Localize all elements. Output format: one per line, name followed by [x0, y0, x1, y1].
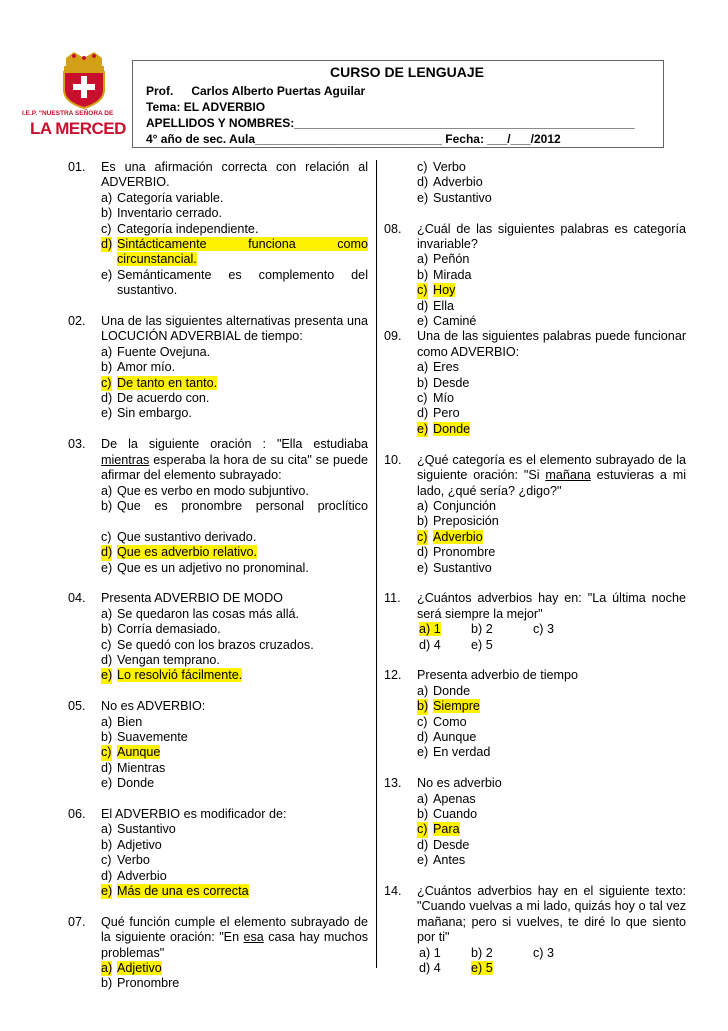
option-letter: e)	[101, 776, 113, 791]
option-a: a) 1	[419, 945, 441, 960]
option-d	[417, 175, 686, 190]
question-number: 14.	[384, 884, 402, 898]
option-text: Como	[433, 714, 467, 729]
right-column	[384, 160, 686, 976]
question-line: vez mañana; pero si vuelves, te diré lo que	[417, 899, 687, 929]
option-d	[101, 653, 368, 668]
question-line: una LOCUCIÓN ADVERBIAL de tiempo:	[101, 314, 369, 344]
option-a-answer	[101, 961, 368, 976]
option-letter: c)	[101, 375, 112, 390]
option-d: d) 4	[419, 637, 441, 652]
option-letter: d)	[417, 406, 429, 421]
option-text: Que es un adjetivo no pronominal.	[117, 560, 309, 575]
question-line: Qué función cumple el elemento subrayado de	[101, 914, 368, 929]
option-text: Donde	[433, 421, 471, 436]
option-a-answer: a) 1	[419, 622, 441, 637]
underlined-word: mañana	[545, 468, 591, 483]
option-letter: e)	[417, 560, 429, 575]
question-11	[384, 591, 686, 653]
question-line: la siguiente oración: "Si	[417, 452, 686, 483]
option-text: Amor mío.	[117, 360, 176, 375]
option-d-answer	[101, 545, 368, 560]
option-letter: c)	[101, 221, 112, 236]
question-line: ¿Cuántos adverbios hay en: "La última noche	[417, 591, 686, 606]
option-text: Donde	[117, 776, 155, 791]
option-text: Sustantivo	[117, 822, 176, 837]
option-letter: a)	[101, 190, 113, 205]
option-text: Que sustantivo derivado.	[117, 529, 257, 544]
question-line: Una de las siguientes alternativas presenta	[101, 314, 344, 329]
question-05	[68, 699, 368, 791]
question-text	[417, 329, 686, 360]
option-letter: e)	[417, 745, 429, 760]
option-text: Vengan temprano.	[117, 652, 220, 667]
option-letter: b)	[101, 498, 113, 513]
option-c-answer	[417, 530, 686, 545]
option-letter: c)	[417, 529, 428, 544]
option-c: c) 3	[533, 622, 554, 637]
option-letter: b)	[417, 806, 429, 821]
option-b	[417, 376, 686, 391]
option-letter: a)	[417, 498, 429, 513]
option-text: Sintácticamente funciona como circunstancial.	[117, 237, 368, 267]
option-a	[417, 499, 686, 514]
question-text: El ADVERBIO es modificador de:	[101, 806, 287, 821]
option-text: Pero	[433, 406, 460, 421]
option-text: Antes	[433, 853, 466, 868]
option-letter: d)	[417, 729, 429, 744]
question-number: 08.	[384, 221, 402, 236]
option-a	[101, 822, 368, 837]
question-03	[68, 437, 368, 576]
option-text: Suavemente	[117, 729, 188, 744]
option-a	[417, 792, 686, 807]
option-text: Sustantivo	[433, 560, 492, 575]
option-d	[417, 406, 686, 421]
option-b	[417, 514, 686, 529]
option-b	[101, 976, 368, 991]
option-letter: d)	[101, 652, 113, 667]
option-e	[101, 561, 368, 576]
question-line: ADVERBIO.	[101, 175, 170, 190]
question-text	[101, 314, 368, 345]
option-d	[101, 391, 368, 406]
option-c	[101, 530, 368, 545]
option-text: Bien	[117, 714, 143, 729]
option-text: Caminé	[433, 314, 477, 329]
question-text	[101, 915, 368, 961]
option-d	[101, 869, 368, 884]
option-text: Adjetivo	[117, 961, 162, 976]
question-line: "Cuando vuelvas a mi lado, quizás hoy o tal	[417, 899, 663, 914]
option-c	[417, 391, 686, 406]
option-letter: e)	[101, 560, 113, 575]
question-line: ¿Cuántos adverbios hay en el siguiente texto:	[417, 884, 686, 898]
option-b	[101, 499, 368, 514]
option-text: Desde	[433, 375, 470, 390]
option-text: Conjunción	[433, 498, 497, 513]
question-line: funcionar como ADVERBIO:	[417, 329, 687, 359]
option-a	[417, 360, 686, 375]
option-c-answer	[417, 822, 686, 837]
option-letter: a)	[101, 483, 113, 498]
option-letter: a)	[101, 822, 113, 837]
option-b	[101, 360, 368, 375]
underlined-word: mientras	[101, 452, 150, 467]
option-text: Aunque	[433, 729, 477, 744]
option-d	[417, 730, 686, 745]
option-text: Categoría variable.	[117, 190, 224, 205]
option-e-answer: e) 5	[471, 961, 493, 976]
option-letter: c)	[417, 283, 428, 298]
option-e	[101, 406, 368, 421]
option-e	[101, 268, 368, 299]
option-a	[101, 607, 368, 622]
question-12	[384, 668, 686, 760]
option-letter: b)	[101, 622, 113, 637]
question-line: puede afirmar del elemento subrayado:	[101, 452, 368, 483]
question-09	[384, 329, 686, 437]
question-line: será siempre la mejor"	[417, 606, 543, 621]
prof-label: Prof.	[146, 84, 174, 98]
question-number: 06.	[68, 806, 86, 821]
option-text: Hoy	[433, 283, 456, 298]
option-text: Adverbio	[433, 175, 483, 190]
option-text: Mío	[433, 391, 454, 406]
question-number: 12.	[384, 668, 402, 683]
option-letter: d)	[101, 391, 113, 406]
option-b	[101, 622, 368, 637]
option-letter: e)	[417, 314, 429, 329]
logo-caption: I.E.P. "NUESTRA SEÑORA DE	[22, 110, 114, 117]
question-text	[101, 437, 368, 483]
option-text: Para	[433, 822, 460, 837]
option-text: Apenas	[433, 791, 476, 806]
option-text: Eres	[433, 360, 459, 375]
question-number: 13.	[384, 776, 402, 791]
option-letter: d)	[101, 760, 113, 775]
options-row	[417, 622, 686, 637]
option-e	[417, 191, 686, 206]
option-e: e) 5	[471, 637, 493, 652]
option-text: Cuando	[433, 806, 478, 821]
question-line: estuvieras a	[590, 468, 667, 483]
option-text: Donde	[433, 683, 471, 698]
option-text: Peñón	[433, 252, 470, 267]
option-text: Inventario cerrado.	[117, 206, 223, 221]
option-letter: c)	[101, 529, 112, 544]
question-07-continued	[384, 160, 686, 206]
option-c-answer	[101, 745, 368, 760]
grade-date-line: 4° año de sec. Aula____________________________ Fecha: ___/___/2012	[146, 132, 561, 146]
prof-line	[146, 84, 365, 98]
question-text	[101, 160, 368, 191]
question-text: Presenta ADVERBIO DE MODO	[101, 591, 283, 606]
question-line: ¿Qué categoría es el elemento subrayado de	[417, 452, 673, 467]
question-line: siento por ti"	[417, 914, 686, 945]
option-letter: d)	[101, 545, 113, 560]
option-letter: a)	[101, 606, 113, 621]
question-number: 11.	[384, 591, 401, 606]
question-06	[68, 807, 368, 899]
option-e	[417, 561, 686, 576]
option-e	[417, 853, 686, 868]
option-d	[417, 545, 686, 560]
option-letter: b)	[417, 699, 429, 714]
option-letter: e)	[101, 406, 113, 421]
option-c	[101, 853, 368, 868]
question-08	[384, 222, 686, 330]
option-b	[417, 268, 686, 283]
option-text: Siempre	[433, 699, 480, 714]
option-letter: b)	[101, 976, 113, 991]
option-letter: e)	[101, 884, 113, 898]
option-c	[417, 160, 686, 175]
question-text	[417, 453, 686, 499]
option-letter: b)	[417, 375, 429, 390]
left-column	[68, 160, 368, 992]
prof-name: Carlos Alberto Puertas Aguilar	[191, 84, 366, 98]
question-line: mi lado, ¿qué sería? ¿digo?"	[417, 468, 686, 498]
question-line: casa hay muchos	[263, 930, 368, 945]
option-d	[417, 299, 686, 314]
question-text: Presenta adverbio de tiempo	[417, 668, 579, 683]
question-line: De la siguiente oración : "Ella estudiaba	[101, 437, 368, 452]
question-02	[68, 314, 368, 422]
question-text	[417, 591, 686, 622]
question-line: la siguiente oración: "En	[101, 930, 244, 945]
question-number: 09.	[384, 329, 402, 344]
question-14	[384, 884, 686, 976]
option-text: Ella	[433, 298, 454, 313]
option-letter: c)	[417, 160, 428, 174]
option-text: Sustantivo	[433, 190, 492, 205]
logo-school-name: LA MERCED	[30, 119, 126, 138]
question-number: 03.	[68, 437, 86, 452]
option-letter: a)	[417, 683, 429, 698]
option-d: d) 4	[419, 961, 441, 976]
option-letter: c)	[101, 637, 112, 652]
underlined-word: esa	[243, 930, 264, 945]
question-line: invariable?	[417, 237, 478, 252]
option-text: Pronombre	[117, 976, 180, 991]
option-letter: a)	[101, 344, 113, 359]
option-letter: b)	[101, 837, 113, 852]
option-letter: b)	[101, 360, 113, 375]
question-text: No es ADVERBIO:	[101, 699, 206, 714]
option-e-answer	[101, 884, 368, 899]
option-letter: b)	[417, 514, 429, 529]
option-letter: e)	[417, 421, 429, 436]
question-number: 01.	[68, 160, 86, 174]
option-a	[417, 252, 686, 267]
option-text: Mientras	[117, 760, 166, 775]
option-text: Verbo	[433, 160, 466, 174]
option-c	[101, 638, 368, 653]
option-e-answer	[101, 668, 368, 683]
option-b	[101, 206, 368, 221]
option-text: Se quedó con los brazos cruzados.	[117, 637, 314, 652]
question-01	[68, 160, 368, 299]
question-text	[417, 884, 686, 946]
option-c	[417, 715, 686, 730]
option-letter: e)	[417, 853, 429, 868]
option-letter: e)	[101, 267, 113, 282]
option-letter: a)	[417, 791, 429, 806]
option-text: Mirada	[433, 267, 472, 282]
option-text: Que es pronombre personal proclítico	[117, 498, 368, 513]
option-b	[101, 838, 368, 853]
option-letter: e)	[417, 190, 429, 205]
options-row	[417, 946, 686, 961]
option-text: Adjetivo	[117, 837, 162, 852]
column-divider	[376, 160, 377, 968]
option-text: Lo resolvió fácilmente.	[117, 668, 243, 683]
option-text: Verbo	[117, 853, 150, 868]
option-text: Se quedaron las cosas más allá.	[117, 606, 300, 621]
question-number: 05.	[68, 699, 86, 714]
option-e-answer	[417, 422, 686, 437]
option-b-answer	[417, 699, 686, 714]
option-letter: e)	[101, 668, 113, 683]
header	[0, 0, 728, 160]
option-letter: d)	[417, 175, 429, 190]
option-e	[417, 745, 686, 760]
question-line: Es una afirmación correcta con relación al	[101, 160, 368, 174]
question-line: problemas"	[101, 945, 165, 960]
option-d	[417, 838, 686, 853]
option-c-answer	[417, 283, 686, 298]
option-text: Desde	[433, 837, 470, 852]
option-text: Aunque	[117, 745, 161, 760]
option-b	[417, 807, 686, 822]
names-line: APELLIDOS Y NOMBRES:___________________________________________________	[146, 116, 635, 130]
option-letter: c)	[417, 714, 428, 729]
option-text: De acuerdo con.	[117, 391, 210, 406]
question-text	[417, 222, 686, 253]
option-a	[417, 684, 686, 699]
option-d-answer	[101, 237, 368, 268]
question-13	[384, 776, 686, 868]
option-letter: d)	[101, 237, 113, 252]
option-text: Corría demasiado.	[117, 622, 221, 637]
option-letter: d)	[417, 298, 429, 313]
option-letter: d)	[417, 545, 429, 560]
option-text: Semánticamente es complemento del sustantivo.	[117, 267, 368, 298]
option-text: Sin embargo.	[117, 406, 192, 421]
option-letter: d)	[101, 868, 113, 883]
option-letter: b)	[101, 729, 113, 744]
option-text: Pronombre	[433, 545, 496, 560]
question-number: 04.	[68, 591, 86, 606]
option-text: Que es adverbio relativo.	[117, 545, 258, 560]
option-text: Adverbio	[117, 868, 167, 883]
option-letter: d)	[417, 837, 429, 852]
course-title: CURSO DE LENGUAJE	[330, 64, 485, 80]
question-04	[68, 591, 368, 683]
option-c	[101, 222, 368, 237]
question-number: 10.	[384, 452, 402, 467]
question-text: No es adverbio	[417, 776, 502, 791]
option-text: Fuente Ovejuna.	[117, 344, 211, 359]
option-letter: a)	[417, 252, 429, 267]
option-letter: c)	[101, 745, 112, 760]
option-d	[101, 761, 368, 776]
question-07	[68, 915, 368, 992]
option-b: b) 2	[471, 945, 493, 960]
question-number: 07.	[68, 914, 86, 929]
topic-line: Tema: EL ADVERBIO	[146, 100, 266, 114]
option-a	[101, 191, 368, 206]
options-row	[417, 961, 686, 976]
question-number: 02.	[68, 314, 86, 329]
option-letter: c)	[417, 822, 428, 837]
option-c: c) 3	[533, 945, 554, 960]
option-letter: c)	[101, 853, 112, 868]
option-text: En verdad	[433, 745, 491, 760]
option-a	[101, 715, 368, 730]
option-e	[101, 776, 368, 791]
question-line: Una de las siguientes palabras puede	[417, 329, 631, 344]
option-text: Preposición	[433, 514, 499, 529]
option-text: De tanto en tanto.	[117, 375, 218, 390]
option-text: Más de una es correcta	[117, 884, 249, 898]
option-letter: a)	[101, 961, 113, 976]
options-row	[417, 638, 686, 653]
option-text: Adverbio	[433, 529, 483, 544]
option-letter: a)	[417, 360, 429, 375]
option-a	[101, 345, 368, 360]
option-b: b) 2	[471, 622, 493, 637]
option-text: Categoría independiente.	[117, 221, 259, 236]
option-letter: b)	[101, 206, 113, 221]
option-text: Que es verbo en modo subjuntivo.	[117, 483, 309, 498]
option-letter: c)	[417, 391, 428, 406]
question-line: esperaba la hora de su cita" se	[149, 452, 330, 467]
option-e	[417, 314, 686, 329]
question-10	[384, 453, 686, 576]
option-c-answer	[101, 376, 368, 391]
option-b	[101, 730, 368, 745]
option-a	[101, 484, 368, 499]
question-line: ¿Cuál de las siguientes palabras es categoría	[417, 221, 686, 236]
option-letter: b)	[417, 267, 429, 282]
option-letter: a)	[101, 714, 113, 729]
